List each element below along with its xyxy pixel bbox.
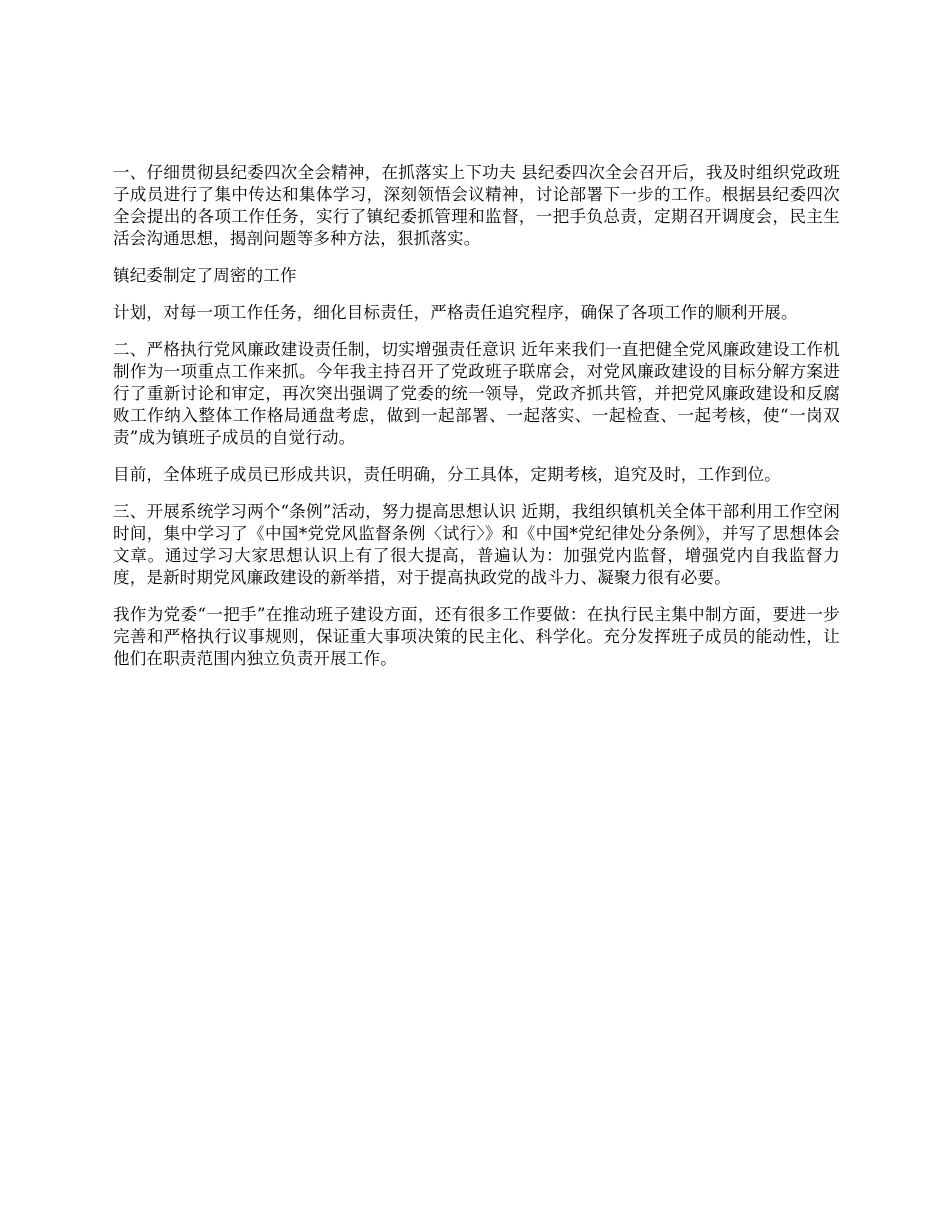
paragraph-closing: 我作为党委“一把手”在推动班子建设方面，还有很多工作要做：在执行民主集中制方面，要进一步完善和严格执行议事规则，保证重大事项决策的民主化、科学化。充分发挥班子成员的能动性，让他们在职责范围内独立负责开展工作。 — [113, 605, 840, 668]
paragraph-plan-lead: 镇纪委制定了周密的工作 — [113, 266, 297, 285]
paragraph-section-one: 一、仔细贯彻县纪委四次全会精神，在抓落实上下功夫 县纪委四次全会召开后，我及时组织党政班子成员进行了集中传达和集体学习，深刻领悟会议精神，讨论部署下一步的工作。根据县纪委四次全会提出的各项工作任务，实行了镇纪委抓管理和监督，一把手负总责，定期召开调度会，民主生活会沟通思想，揭剖问题等多种方法，狠抓落实。 — [113, 163, 840, 248]
paragraph-section-three: 三、开展系统学习两个“条例”活动，努力提高思想认识 近期，我组织镇机关全体干部利用工作空闲时间，集中学习了《中国*党党风监督条例〈试行〉》和《中国*党纪律处分条例》，并写了思想体会文章。通过学习大家思想认识上有了很大提高，普遍认为：加强党内监督，增强党内自我监督力度，是新时期党风廉政建设的新举措，对于提高执政党的战斗力、凝聚力很有必要。 — [113, 502, 840, 587]
document-body — [113, 162, 840, 685]
paragraph-plan-detail: 计划，对每一项工作任务，细化目标责任，严格责任追究程序，确保了各项工作的顺利开展。 — [113, 303, 798, 322]
paragraph-section-two: 二、严格执行党风廉政建设责任制，切实增强责任意识 近年来我们一直把健全党风廉政建设工作机制作为一项重点工作来抓。今年我主持召开了党政班子联席会，对党风廉政建设的目标分解方案进行了重新讨论和审定，再次突出强调了党委的统一领导，党政齐抓共管，并把党风廉政建设和反腐败工作纳入整体工作格局通盘考虑，做到一起部署、一起落实、一起检查、一起考核，使“一岗双责”成为镇班子成员的自觉行动。 — [113, 340, 840, 447]
paragraph-consensus: 目前，全体班子成员已形成共识，责任明确，分工具体，定期考核，追究及时，工作到位。 — [113, 465, 781, 484]
